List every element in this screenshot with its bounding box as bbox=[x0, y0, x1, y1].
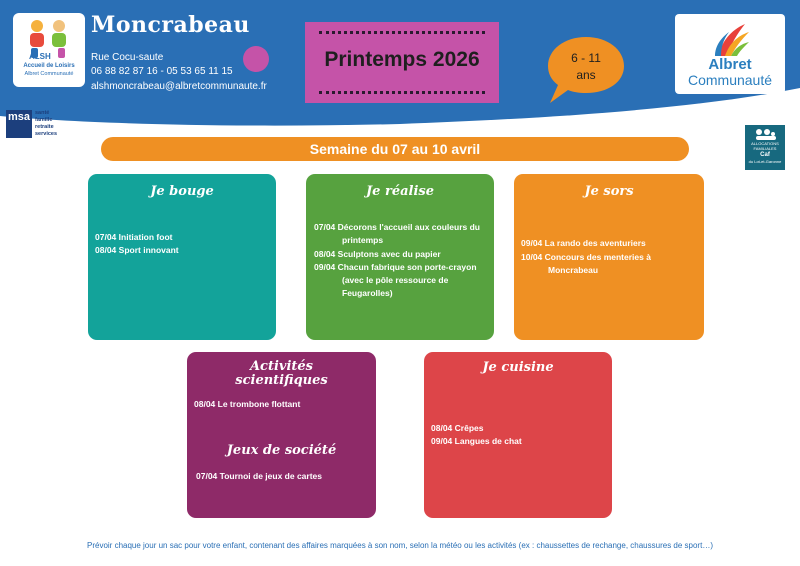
albret-leaf-icon bbox=[711, 20, 751, 60]
card-title: Je réalise bbox=[366, 184, 434, 199]
card-title: Je cuisine bbox=[482, 360, 554, 375]
activity-item bbox=[95, 232, 172, 243]
email-address[interactable]: alshmoncrabeau@albretcommunaute.fr bbox=[91, 81, 267, 92]
caf-line2: Caf bbox=[760, 152, 770, 158]
caf-logo bbox=[745, 125, 785, 170]
caf-family-icon bbox=[745, 127, 785, 141]
dotted-line bbox=[319, 31, 485, 34]
address: Rue Cocu-saute bbox=[91, 52, 164, 63]
msa-mark: msa bbox=[6, 110, 32, 138]
activity-item bbox=[431, 423, 483, 434]
msa-line: services bbox=[35, 131, 58, 137]
activity-item bbox=[196, 471, 322, 482]
activity-item-continued: Moncrabeau bbox=[548, 265, 599, 275]
activity-text: Initiation foot bbox=[118, 232, 173, 242]
card-title: Je bouge bbox=[150, 184, 214, 199]
activity-date: 07/04 bbox=[314, 222, 336, 232]
activity-text: Langues de chat bbox=[454, 436, 522, 446]
dotted-line bbox=[319, 91, 485, 94]
activity-date: 08/04 bbox=[431, 423, 453, 433]
alsh-letters: ALSH bbox=[29, 52, 51, 61]
activity-date: 08/04 bbox=[95, 245, 117, 255]
msa-logo bbox=[6, 110, 68, 140]
activity-item bbox=[95, 245, 179, 256]
albret-logo-word2: Communauté bbox=[687, 72, 773, 88]
activity-item bbox=[521, 252, 651, 263]
activity-text: Sport innovant bbox=[118, 245, 179, 255]
age-range: 6 - 11 bbox=[571, 51, 601, 65]
card-title-line1: Activités bbox=[249, 359, 314, 374]
activity-text: La rando des aventuriers bbox=[544, 238, 646, 248]
activity-text: Décorons l'accueil aux couleurs du bbox=[337, 222, 480, 232]
children-logo-icon bbox=[25, 17, 73, 61]
season-title: Printemps 2026 bbox=[324, 48, 480, 71]
activity-date: 09/04 bbox=[314, 262, 336, 272]
card-title: Je sors bbox=[584, 184, 634, 199]
albret-communaute-logo bbox=[675, 14, 785, 94]
caf-line3: du Lot-et-Garonne bbox=[748, 159, 782, 164]
activity-item-continued: (avec le pôle ressource de bbox=[342, 275, 449, 285]
activity-date: 09/04 bbox=[431, 436, 453, 446]
age-unit: ans bbox=[576, 68, 596, 82]
activity-item-continued: Feugarolles) bbox=[342, 288, 393, 298]
activity-text: Sculptons avec du papier bbox=[337, 249, 441, 259]
activity-item bbox=[431, 436, 522, 447]
msa-line: retraite bbox=[35, 124, 54, 130]
activity-text: Chacun fabrique son porte-crayon bbox=[337, 262, 477, 272]
decorative-dot bbox=[243, 46, 269, 72]
activity-date: 08/04 bbox=[194, 399, 216, 409]
msa-line: santé bbox=[35, 110, 50, 116]
activity-date: 07/04 bbox=[95, 232, 117, 242]
card-je-sors bbox=[514, 174, 704, 340]
msa-line: famille bbox=[35, 117, 53, 123]
activity-date: 09/04 bbox=[521, 238, 543, 248]
activity-text: Crêpes bbox=[454, 423, 484, 433]
alsh-logo-line1: Accueil de Loisirs bbox=[23, 63, 75, 69]
activity-text: Concours des menteries à bbox=[544, 252, 651, 262]
activity-text: Tournoi de jeux de cartes bbox=[219, 471, 322, 481]
site-name: Moncrabeau bbox=[91, 12, 250, 38]
activity-item bbox=[314, 262, 477, 273]
phone-numbers: 06 88 82 87 16 - 05 53 65 11 15 bbox=[91, 66, 233, 77]
activity-text: Le trombone flottant bbox=[217, 399, 301, 409]
alsh-logo-line2: Albret Communauté bbox=[24, 71, 74, 77]
activity-date: 08/04 bbox=[314, 249, 336, 259]
activity-item bbox=[314, 222, 480, 233]
card-je-bouge bbox=[88, 174, 276, 340]
season-title-box bbox=[305, 22, 499, 103]
activity-date: 10/04 bbox=[521, 252, 543, 262]
alsh-logo bbox=[13, 13, 85, 87]
footer-note: Prévoir chaque jour un sac pour votre enfant, contenant des affaires marquées à son nom, selon la météo ou les activités (ex : chaussettes de rechange, chaussures de sport…) bbox=[87, 541, 713, 550]
albret-logo-word1: Albret bbox=[708, 56, 752, 73]
caf-line1: ALLOCATIONS FAMILIALES bbox=[751, 141, 779, 151]
activity-item-continued: printemps bbox=[342, 235, 384, 245]
activity-item bbox=[314, 249, 441, 260]
week-banner: Semaine du 07 au 10 avril bbox=[101, 137, 689, 161]
card-activites-scientifiques bbox=[187, 352, 376, 518]
age-speech-bubble bbox=[546, 35, 626, 107]
activity-item bbox=[194, 399, 300, 410]
activity-item bbox=[521, 238, 646, 249]
card-je-realise bbox=[306, 174, 494, 340]
card-title-line2: scientifiques bbox=[235, 373, 328, 388]
activity-date: 07/04 bbox=[196, 471, 218, 481]
card-je-cuisine bbox=[424, 352, 612, 518]
card-subtitle: Jeux de société bbox=[226, 443, 337, 458]
